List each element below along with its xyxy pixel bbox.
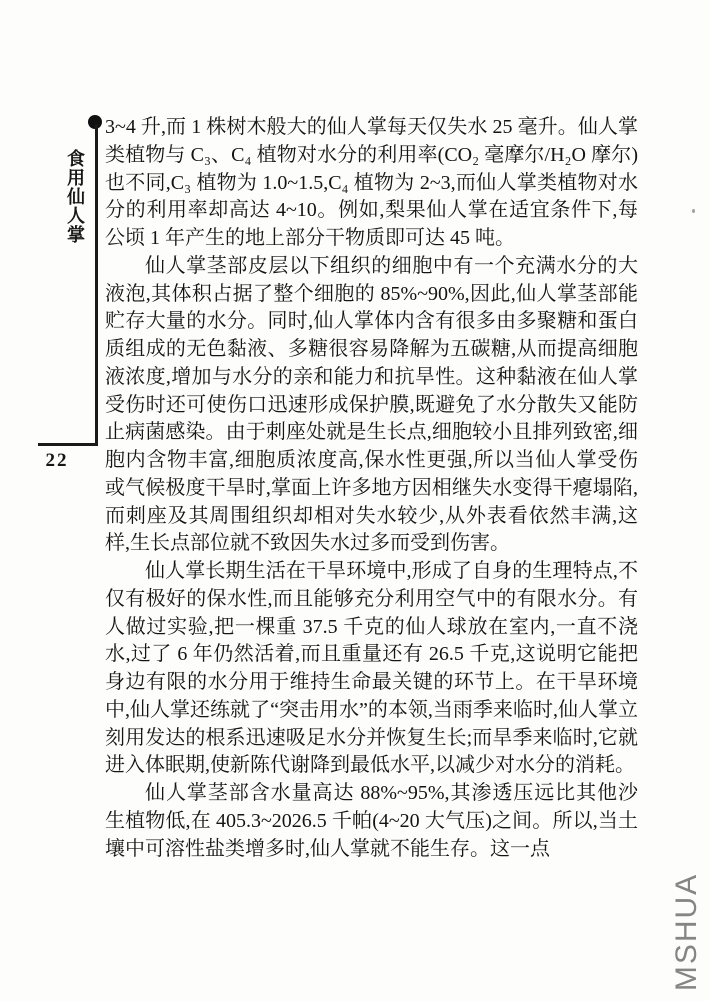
page-number: 22 — [45, 450, 69, 471]
paragraph: 仙人掌长期生活在干旱环境中,形成了自身的生理特点,不仅有极好的保水性,而且能够充分利用空气中的有限水分。有人做过实验,把一棵重 37.5 千克的仙人球放在室内,一直不浇水,过了 6 年仍然活着,而且重量还有 26.5 千克,这说明它能把身边有限的水分用于维持生命最关键的环节上。在干旱环境中,仙人掌还练就了“突击用水”的本领,当雨季来临时,仙人掌立刻用发达的根系迅速吸足水分并恢复生长;而旱季来临时,它就进入体眠期,使新陈代谢降到最低水平,以减少对水分的消耗。 — [105, 560, 638, 777]
paragraph: 仙人掌茎部含水量高达 88%~95%,其渗透压远比其他沙生植物低,在 405.3~2026.5 千帕(4~20 大气压)之间。所以,当土壤中可溶性盐类增多时,仙人掌就不能生存。这一点 — [105, 782, 638, 860]
watermark-text: MSHUA — [670, 872, 703, 992]
page-body — [105, 114, 638, 863]
book-title-vertical: 食用仙人掌 — [65, 149, 85, 244]
paragraph-continuation: 3~4 升,而 1 株树木般大的仙人掌每天仅失水 25 毫升。仙人掌类植物与 C₃、C₄ 植物对水分的利用率(CO₂ 毫摩尔/H₂O 摩尔)也不同,C₃ 植物为 1.0~1.5,C₄ 植物为 2~3,而仙人掌类植物对水分的利用率却高达 4~10。例如,梨果仙人掌在适宜条件下,每公顷 1 年产生的地上部分干物质即可达 45 吨。 — [105, 116, 638, 249]
paragraph: 仙人掌茎部皮层以下组织的细胞中有一个充满水分的大液泡,其体积占据了整个细胞的 85%~90%,因此,仙人掌茎部能贮存大量的水分。同时,仙人掌体内含有很多由多聚糖和蛋白质组成的无色黏液、多糖很容易降解为五碳糖,从而提高细胞液浓度,增加与水分的亲和能力和抗旱性。这种黏液在仙人掌受伤时还可使伤口迅速形成保护膜,既避免了水分散失又能防止病菌感染。由于刺座处就是生长点,细胞较小且排列致密,细胞内含物丰富,细胞质浓度高,保水性更强,所以当仙人掌受伤或气候极度干旱时,掌面上许多地方因相继失水变得干瘪塌陷,而刺座及其周围组织却相对失水较少,从外表看依然丰满,这样,生长点部位就不致因失水过多而受到伤害。 — [105, 254, 638, 555]
margin-vertical-rule — [95, 124, 98, 444]
margin-horizontal-rule — [38, 443, 98, 446]
scan-speck — [692, 209, 695, 213]
